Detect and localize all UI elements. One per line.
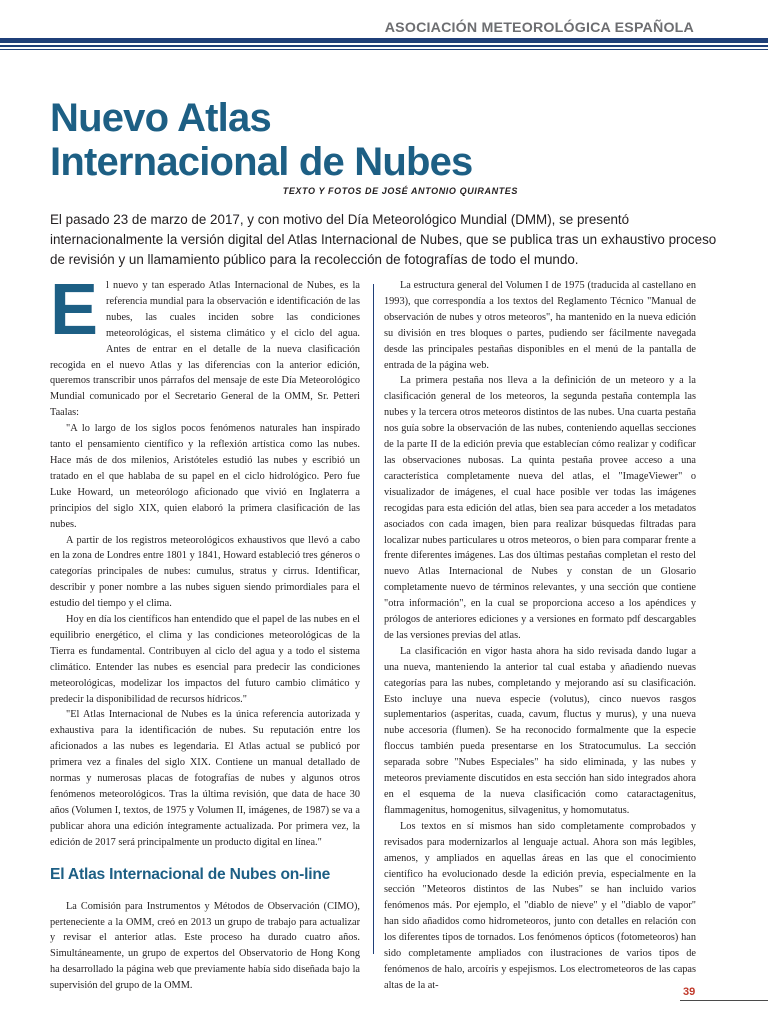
- body-paragraph: "El Atlas Internacional de Nubes es la única referencia autorizada y exhaustiva para la identificación de nubes. Su reputación entre los aficionados a las nubes es legendaria. El Atlas actual se publicó por primera vez a finales del siglo XIX. Contiene un manual detallado de normas y numerosas placas de fotografías de nubes y algunos otros fenómenos meteorológicos. Tras la última revisión, que data de hace 30 años (Volumen I, textos, de 1975 y Volumen II, imágenes, de 1987) se va a publicar ahora una edición íntegramente actualizada. Por primera vez, la edición de 2017 será principalmente un producto digital en línea.": [50, 709, 360, 848]
- body-paragraph: A partir de los registros meteorológicos exhaustivos que llevó a cabo en la zona de Londres entre 1801 y 1841, Howard estableció tres géneros o categorías principales de nubes: cumulus, stratus y cirrus. Identificar, describir y poner nombre a las nubes siguen siendo primordiales para el estudio del tiempo y el clima.: [50, 534, 360, 610]
- header-rule-thin: [0, 49, 768, 50]
- publication-header: ASOCIACIÓN METEOROLÓGICA ESPAÑOLA: [384, 20, 694, 36]
- article-byline: TEXTO Y FOTOS DE JOSÉ ANTONIO QUIRANTES: [282, 186, 518, 196]
- body-paragraph: l nuevo y tan esperado Atlas Internacional de Nubes, es la referencia mundial para la observación e identificación de las nubes, las cuales inciden sobre las condiciones meteorológicas, el sistema climático y el ciclo del agua. Antes de entrar en el detalle de la nueva clasificación recogida en el nuevo Atlas y las diferencias con la anterior edición, queremos transcribir unos párrafos del mensaje de este Día Meteorológico Mundial comunicado por el Secretario General de la OMM, Sr. Petteri Taalas:: [50, 280, 360, 419]
- section-heading: El Atlas Internacional de Nubes on-line: [50, 865, 331, 883]
- right-column: [384, 278, 696, 994]
- left-column: [50, 270, 360, 994]
- body-paragraph: La Comisión para Instrumentos y Métodos de Observación (CIMO), perteneciente a la OMM, creó en 2013 un grupo de trabajo para actualizar y revisar el anterior atlas. Este proceso ha durado cuatro años. Simultáneamente, un grupo de expertos del Observatorio de Hong Kong ha desarrollado la página web que previamente había sido diseñada bajo la supervisión del grupo de la OMM.: [50, 900, 360, 992]
- body-paragraph: La clasificación en vigor hasta ahora ha sido revisada dando lugar a una nueva, manteniendo la anterior tal cual estaba y añadiendo nuevas categorías para las nubes, completando y mejorando así su clasificación. Esto incluye una nueva especie (volutus), cinco nuevos rasgos suplementarios (asperitas, cuada, cavum, fluctus y murus), y una nueva nube accesoria (flumen). Se ha reconocido formalmente que la especie floccus también pueda presentarse en los Stratocumulus. La sección separada sobre "Nubes Especiales" ha sido eliminada, y las nubes y meteoros previamente discutidos en esta sección han sido integrados ahora en el esquema de la nueva clasificación como cataractagenitus, flammagenitus, homogenitus, silvagenitus, y homomutatus.: [384, 645, 696, 816]
- footer-rule: [680, 1000, 768, 1001]
- body-paragraph: Los textos en sí mismos han sido completamente comprobados y revisados para modernizarlos al lenguaje actual. Ahora son más legibles, amenos, y ampliados en aquellas áreas en las que el conocimiento científico ha evolucionado desde la edición previa, especialmente en la sección "Meteoros distintos de las Nubes" se han incluido varios fenómenos más. Por ejemplo, el "diablo de nieve" y el "diablo de vapor" han sido añadidos como hidrometeoros, junto con detalles en relación con los diferentes tipos de tornados. Los fenómenos ópticos (fotometeoros) han sido completamente ampliados con ilustraciones de varios tipos de fenómenos de halo, arcoíris y espejismos. Los electrometeoros de las capas altas de la at-: [384, 820, 696, 991]
- article-lead: El pasado 23 de marzo de 2017, y con motivo del Día Meteorológico Mundial (DMM), se presentó internacionalmente la versión digital del Atlas Internacional de Nubes, que se publica tras un exhaustivo proceso de revisión y un llamamiento público para la recolección de fotografías de todo el mundo.: [50, 212, 717, 267]
- body-paragraph: La estructura general del Volumen I de 1975 (traducida al castellano en 1993), que correspondía a los textos del Reglamento Técnico "Manual de observación de nubes y otros meteoros", ha mantenido en la nueva edición su división en tres bloques o partes, pudiendo ser fácilmente navegada desde las principales pestañas disponibles en el menú de la pantalla de entrada de la página web.: [384, 280, 696, 371]
- column-divider: [373, 284, 374, 954]
- body-paragraph: Hoy en día los científicos han entendido que el papel de las nubes en el equilibrio energético, el clima y las condiciones meteorológicas de la Tierra es fundamental. Contribuyen al ciclo del agua y a todo el sistema climático. Entender las nubes es esencial para predecir las condiciones meteorológicas, modelizar los impactos del futuro cambio climático y predecir la disponibilidad de recursos hídricos.": [50, 614, 360, 705]
- header-rule-thick: [0, 38, 768, 43]
- drop-cap: E: [50, 270, 99, 350]
- page-number: 39: [683, 986, 696, 998]
- body-paragraph: "A lo largo de los siglos pocos fenómenos naturales han inspirado tanto el pensamiento científico y la reflexión artística como las nubes. Hace más de dos milenios, Aristóteles estudió las nubes y escribió un tratado en el que hablaba de su papel en el ciclo hidrológico. Pero fue Luke Howard, un meteorólogo aficionado que vivió en Inglaterra a principios del siglo XIX, quien elaboró la primera clasificación de las nubes.: [50, 423, 360, 530]
- header-rule-medium: [0, 45, 768, 47]
- article-title: Nuevo Atlas Internacional de Nubes: [50, 96, 473, 184]
- body-paragraph: La primera pestaña nos lleva a la definición de un meteoro y a la clasificación general de los meteoros, la segunda pestaña contempla las nubes y la tercera otros meteoros distintos de las nubes. Una cuarta pestaña nos guía sobre la observación de las nubes, conteniendo aquellas secciones de la parte II de la edición previa que establecían cómo realizar y codificar las observaciones nubosas. La quinta pestaña provee acceso a una característica completamente nueva del atlas, el "ImageViewer" o visualizador de imágenes, el cual hace posible ver todas las imágenes recogidas para esta edición del atlas, bien sea para acceder a los metadatos asociados con cada imagen, bien para realizar búsquedas filtradas para localizar nubes particulares u otros meteoros, o bien para comparar frente a frente diferentes imágenes. Las dos últimas pestañas completan el resto del nuevo Atlas Internacional de Nubes y constan de un Glosario completamente nuevo de términos relevantes, y una sección que contiene "otra información", en la cual se proporciona acceso a los apéndices y prólogos de anteriores ediciones y a versiones en formato pdf descargables de las versiones previas del atlas.: [384, 375, 696, 641]
